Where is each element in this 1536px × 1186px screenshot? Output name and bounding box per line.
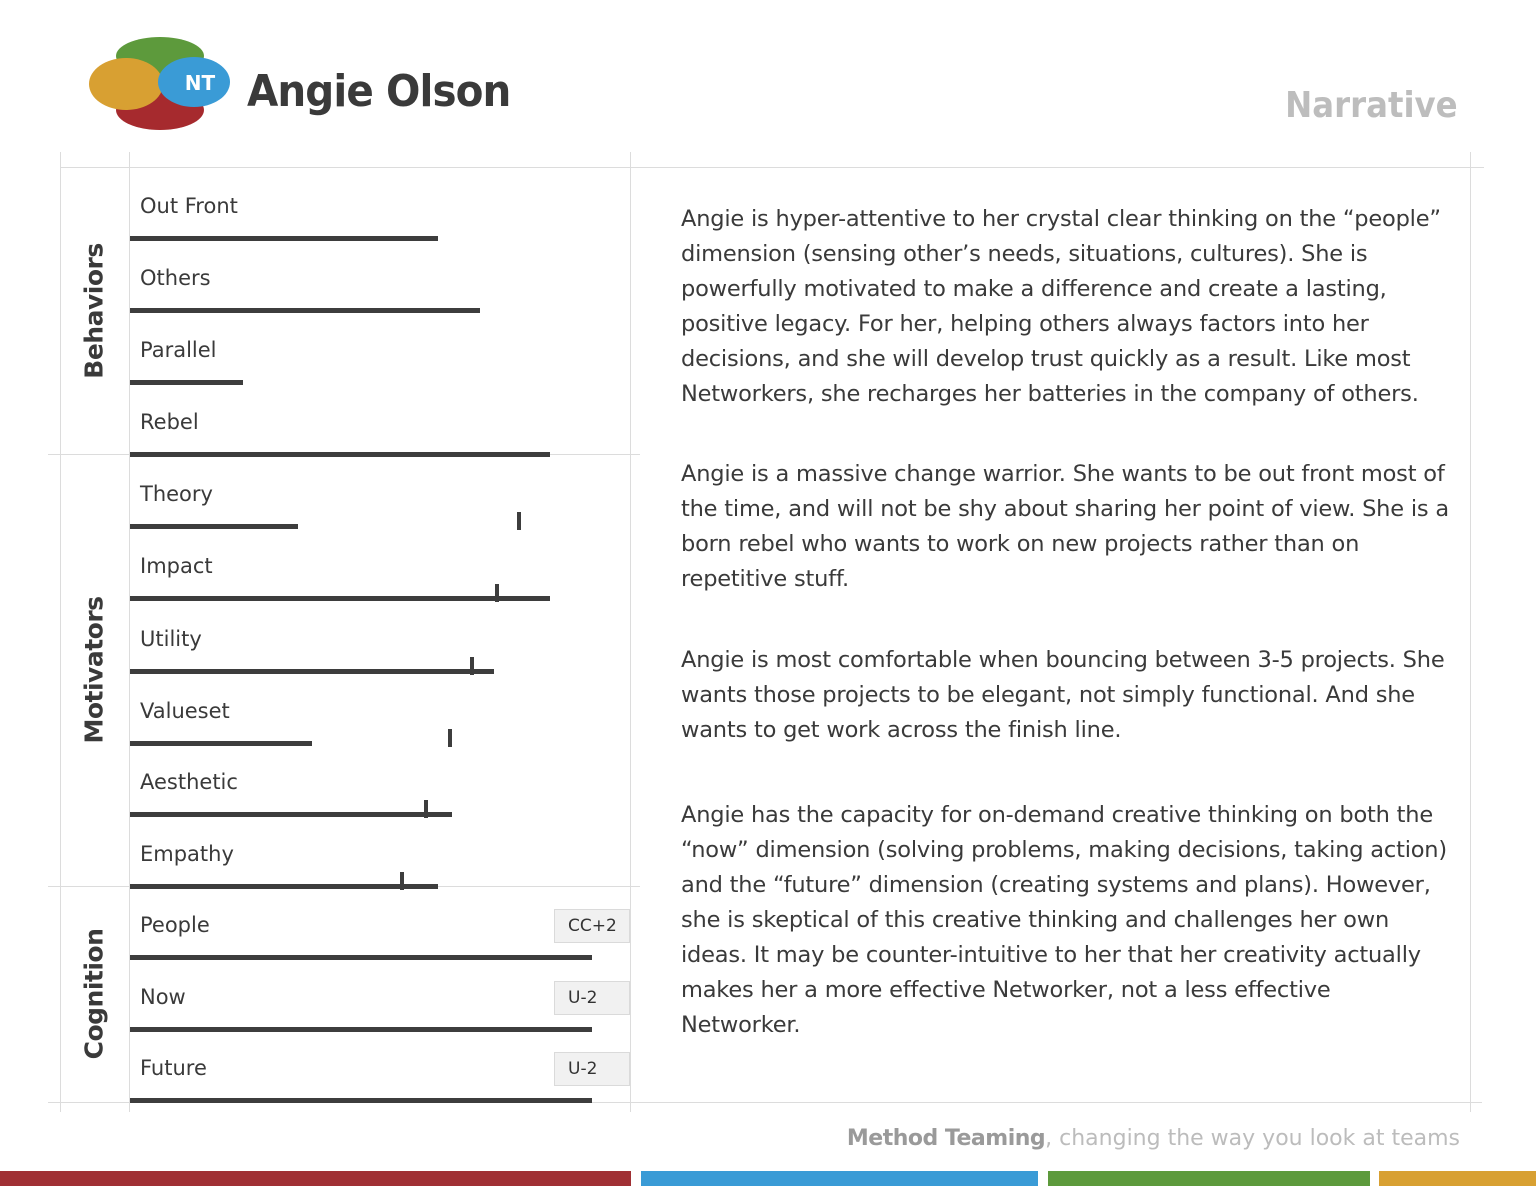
metric-marker — [400, 872, 404, 890]
cognition-badge: CC+2 — [554, 909, 630, 943]
metric-row-valueset — [130, 677, 630, 749]
metric-row-now — [130, 963, 630, 1035]
metric-bar — [130, 884, 438, 889]
metric-row-future — [130, 1034, 630, 1106]
color-strip-red — [0, 1171, 631, 1186]
metric-marker — [448, 729, 452, 747]
metric-bar — [130, 596, 550, 601]
metric-label: Parallel — [140, 338, 217, 362]
metric-label: Aesthetic — [140, 770, 238, 794]
narrative-paragraph-4: Angie has the capacity for on-demand creative thinking on both the “now” dimension (solving problems, making decisions, taking action) and the “future” dimension (creating systems and plans). However, she is skeptical of this creative thinking and challenges her own ideas. It may be counter-intuitive to her that her creativity actually makes her a more effective Networker, not a less effective Networker. — [681, 802, 1447, 1038]
cognition-badge: U-2 — [554, 1052, 630, 1086]
logo-badge-text: NT — [184, 71, 216, 95]
metric-bar — [130, 236, 438, 241]
metric-marker — [424, 800, 428, 818]
metric-label: Theory — [140, 482, 213, 506]
metric-bar — [130, 741, 312, 746]
metric-label: Rebel — [140, 410, 199, 434]
metric-label: Valueset — [140, 699, 230, 723]
metric-row-aesthetic — [130, 748, 630, 820]
grid-vline-right — [1470, 152, 1471, 1112]
metric-row-out-front — [130, 172, 630, 244]
grid-vline-left — [60, 152, 61, 1112]
metric-bar — [130, 452, 550, 457]
metric-marker — [495, 584, 499, 602]
grid-top-line — [60, 167, 1484, 168]
metric-label: People — [140, 913, 210, 937]
metric-row-theory — [130, 460, 630, 532]
color-strip-green — [1048, 1171, 1370, 1186]
narrative-paragraph-2: Angie is a massive change warrior. She wants to be out front most of the time, and will not be shy about sharing her point of view. She is a born rebel who wants to work on new projects rather than on repetitive stuff. — [681, 461, 1449, 592]
metric-bar — [130, 308, 480, 313]
metric-marker — [517, 512, 521, 530]
person-name: Angie Olson — [247, 66, 511, 117]
group-label-motivators: Motivators — [79, 596, 109, 744]
metric-row-impact — [130, 532, 630, 604]
section-title: Narrative — [1285, 85, 1458, 126]
group-label-cognition: Cognition — [79, 928, 109, 1060]
metric-label: Now — [140, 985, 186, 1009]
metric-label: Utility — [140, 627, 202, 651]
grid-vline-middle — [630, 152, 631, 1112]
metric-bar — [130, 955, 592, 960]
metric-bar — [130, 812, 452, 817]
footer-brand: Method Teaming — [846, 1126, 1046, 1151]
color-strip-blue — [641, 1171, 1038, 1186]
footer-tagline-text: , changing the way you look at teams — [1045, 1126, 1460, 1151]
metric-label: Impact — [140, 554, 213, 578]
group-label-behaviors: Behaviors — [79, 243, 109, 379]
metric-row-others — [130, 244, 630, 316]
metric-label: Others — [140, 266, 211, 290]
metric-bar — [130, 1027, 592, 1032]
metric-bar — [130, 524, 298, 529]
metric-label: Future — [140, 1056, 207, 1080]
narrative-paragraph-1: Angie is hyper-attentive to her crystal clear thinking on the “people” dimension (sensing other’s needs, situations, cultures). She is powerfully motivated to make a difference and create a lasting, positive legacy. For her, helping others always factors into her decisions, and she will develop trust quickly as a result. Like most Networkers, she recharges her batteries in the company of others. — [681, 206, 1441, 407]
metric-row-empathy — [130, 820, 630, 892]
metric-bar — [130, 669, 494, 674]
metric-bar — [130, 380, 243, 385]
metric-label: Empathy — [140, 842, 234, 866]
metric-row-rebel — [130, 388, 630, 460]
metric-marker — [470, 657, 474, 675]
narrative-paragraph-3: Angie is most comfortable when bouncing between 3-5 projects. She wants those projects to be elegant, not simply functional. And she wants to get work across the finish line. — [681, 647, 1445, 743]
metric-row-parallel — [130, 316, 630, 388]
metric-row-people — [130, 891, 630, 963]
narrative-text — [681, 202, 1451, 1043]
cognition-badge: U-2 — [554, 981, 630, 1015]
color-strip-gold — [1379, 1171, 1536, 1186]
metric-row-utility — [130, 605, 630, 677]
nt-logo — [88, 34, 234, 134]
footer-tagline — [847, 1126, 1460, 1151]
metric-label: Out Front — [140, 194, 238, 218]
metric-bar — [130, 1098, 592, 1103]
logo-gold-petal — [89, 58, 163, 110]
